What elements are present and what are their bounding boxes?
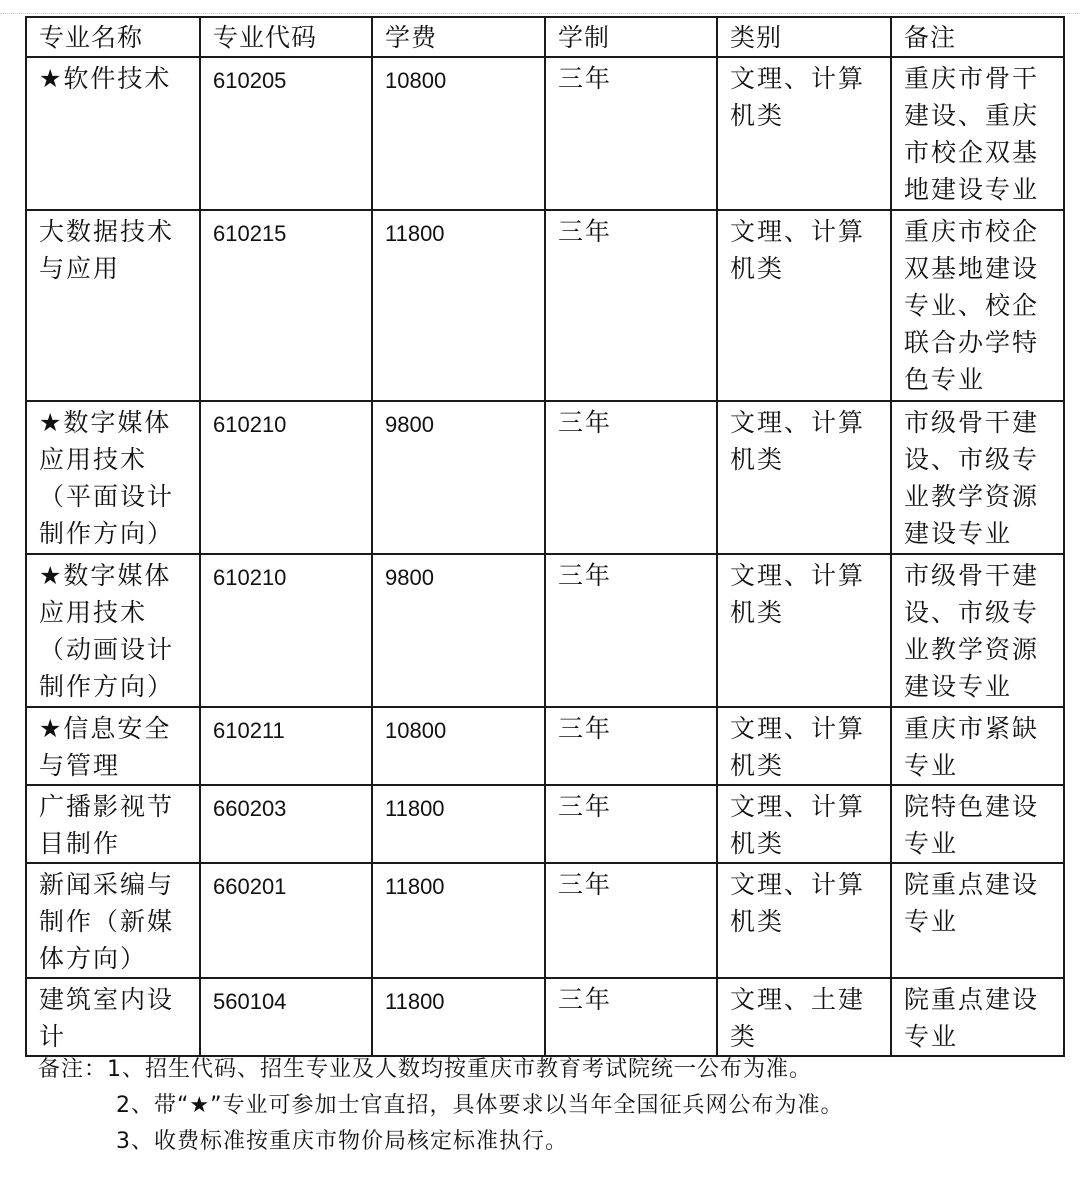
major-code: 610205 [200, 57, 372, 210]
major-category: 文理、计算机类 [717, 57, 891, 210]
major-category: 文理、计算机类 [717, 863, 891, 978]
study-duration: 三年 [545, 210, 717, 401]
major-code: 560104 [200, 978, 372, 1056]
table-row [26, 785, 1064, 863]
major-name: 新闻采编与制作（新媒体方向） [26, 863, 200, 978]
tuition-fee: 9800 [372, 401, 545, 554]
major-name: 大数据技术与应用 [26, 210, 200, 401]
tuition-fee: 10800 [372, 57, 545, 210]
major-code: 610215 [200, 210, 372, 401]
major-remark: 院特色建设专业 [891, 785, 1064, 863]
major-name: ★数字媒体应用技术（平面设计制作方向） [26, 401, 200, 554]
major-name: ★信息安全与管理 [26, 707, 200, 785]
page-top-rule [0, 0, 1080, 14]
major-code: 610210 [200, 554, 372, 707]
study-duration: 三年 [545, 401, 717, 554]
program-table [25, 16, 1065, 1057]
major-code: 610210 [200, 401, 372, 554]
study-duration: 三年 [545, 707, 717, 785]
major-remark: 市级骨干建设、市级专业教学资源建设专业 [891, 554, 1064, 707]
major-name: 广播影视节目制作 [26, 785, 200, 863]
study-duration: 三年 [545, 978, 717, 1056]
footnotes [38, 1052, 1058, 1160]
major-name: 建筑室内设计 [26, 978, 200, 1056]
header-category: 类别 [717, 17, 891, 57]
major-remark: 重庆市骨干建设、重庆市校企双基地建设专业 [891, 57, 1064, 210]
tuition-fee: 11800 [372, 210, 545, 401]
header-duration: 学制 [545, 17, 717, 57]
footnote-1: 备注：1、招生代码、招生专业及人数均按重庆市教育考试院统一公布为准。 [38, 1057, 812, 1082]
major-category: 文理、计算机类 [717, 401, 891, 554]
major-name: ★数字媒体应用技术（动画设计制作方向） [26, 554, 200, 707]
header-name: 专业名称 [26, 17, 200, 57]
footnote-3: 3、收费标准按重庆市物价局核定标准执行。 [116, 1129, 568, 1154]
table-row [26, 863, 1064, 978]
header-remark: 备注 [891, 17, 1064, 57]
major-code: 660203 [200, 785, 372, 863]
tuition-fee: 10800 [372, 707, 545, 785]
major-code: 660201 [200, 863, 372, 978]
header-row [26, 17, 1064, 57]
major-remark: 院重点建设专业 [891, 978, 1064, 1056]
major-category: 文理、土建类 [717, 978, 891, 1056]
table-row [26, 554, 1064, 707]
major-remark: 市级骨干建设、市级专业教学资源建设专业 [891, 401, 1064, 554]
major-remark: 重庆市紧缺专业 [891, 707, 1064, 785]
study-duration: 三年 [545, 57, 717, 210]
header-code: 专业代码 [200, 17, 372, 57]
major-remark: 院重点建设专业 [891, 863, 1064, 978]
major-category: 文理、计算机类 [717, 707, 891, 785]
major-code: 610211 [200, 707, 372, 785]
table-row [26, 57, 1064, 210]
tuition-fee: 11800 [372, 863, 545, 978]
major-category: 文理、计算机类 [717, 554, 891, 707]
table-row [26, 978, 1064, 1056]
study-duration: 三年 [545, 554, 717, 707]
table-row [26, 707, 1064, 785]
table-row [26, 210, 1064, 401]
tuition-fee: 9800 [372, 554, 545, 707]
major-category: 文理、计算机类 [717, 785, 891, 863]
study-duration: 三年 [545, 785, 717, 863]
major-remark: 重庆市校企双基地建设专业、校企联合办学特色专业 [891, 210, 1064, 401]
major-name: ★软件技术 [26, 57, 200, 210]
major-category: 文理、计算机类 [717, 210, 891, 401]
study-duration: 三年 [545, 863, 717, 978]
table-row [26, 401, 1064, 554]
tuition-fee: 11800 [372, 978, 545, 1056]
header-fee: 学费 [372, 17, 545, 57]
footnote-2: 2、带“★”专业可参加士官直招，具体要求以当年全国征兵网公布为准。 [116, 1093, 844, 1118]
tuition-fee: 11800 [372, 785, 545, 863]
